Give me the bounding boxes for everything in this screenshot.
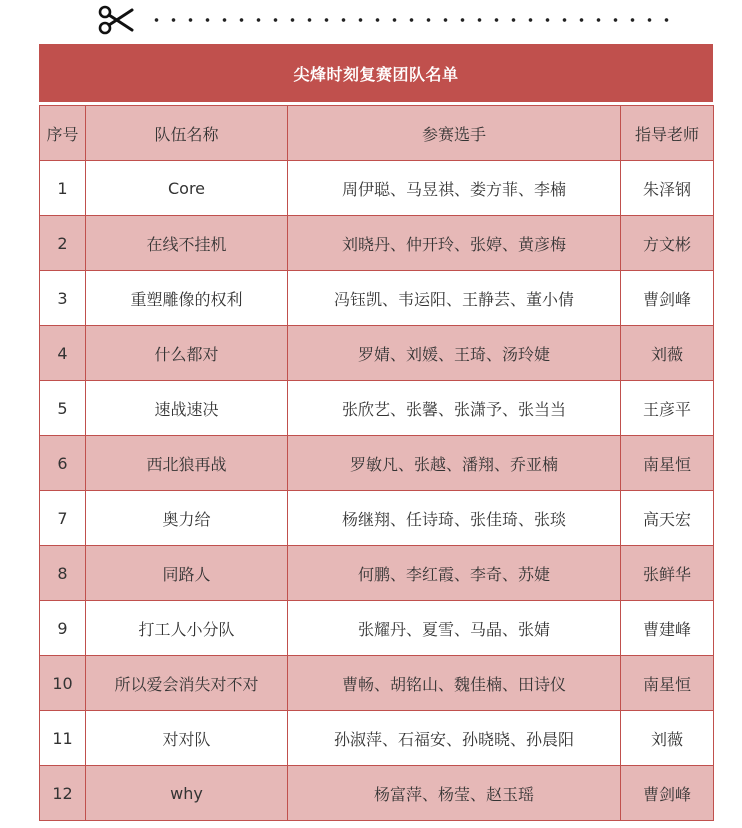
cell-team: 奥力给 <box>86 491 288 546</box>
table-row <box>40 381 714 436</box>
cell-members: 孙淑萍、石福安、孙晓晓、孙晨阳 <box>288 711 621 766</box>
table-row <box>40 436 714 491</box>
cell-team: 什么都对 <box>86 326 288 381</box>
cell-no: 11 <box>40 711 86 766</box>
cell-team: 打工人小分队 <box>86 601 288 656</box>
roster-title-bar <box>39 44 713 105</box>
cell-no: 7 <box>40 491 86 546</box>
cell-advisor: 朱泽钢 <box>621 161 714 216</box>
table-row <box>40 216 714 271</box>
cell-team: 西北狼再战 <box>86 436 288 491</box>
cell-team: 同路人 <box>86 546 288 601</box>
cell-members: 杨富萍、杨莹、赵玉瑶 <box>288 766 621 821</box>
cell-no: 5 <box>40 381 86 436</box>
cell-team: 所以爱会消失对不对 <box>86 656 288 711</box>
cell-advisor: 高天宏 <box>621 491 714 546</box>
cell-advisor: 南星恒 <box>621 436 714 491</box>
cell-no: 10 <box>40 656 86 711</box>
table-row <box>40 711 714 766</box>
cell-advisor: 刘薇 <box>621 711 714 766</box>
cell-members: 张欣艺、张馨、张潇予、张当当 <box>288 381 621 436</box>
cell-advisor: 南星恒 <box>621 656 714 711</box>
cell-no: 12 <box>40 766 86 821</box>
roster-title: 尖烽时刻复赛团队名单 <box>293 64 459 84</box>
table-row <box>40 161 714 216</box>
cell-team: Core <box>86 161 288 216</box>
header-team: 队伍名称 <box>86 106 288 161</box>
cell-advisor: 方文彬 <box>621 216 714 271</box>
cell-members: 周伊聪、马昱祺、娄方菲、李楠 <box>288 161 621 216</box>
cell-no: 2 <box>40 216 86 271</box>
cell-advisor: 曹剑峰 <box>621 766 714 821</box>
header-advisor: 指导老师 <box>621 106 714 161</box>
cell-members: 曹畅、胡铭山、魏佳楠、田诗仪 <box>288 656 621 711</box>
table-row <box>40 546 714 601</box>
cell-team: 在线不挂机 <box>86 216 288 271</box>
cell-advisor: 曹建峰 <box>621 601 714 656</box>
table-row <box>40 271 714 326</box>
cell-team: 对对队 <box>86 711 288 766</box>
cell-members: 何鹏、李红霞、李奇、苏婕 <box>288 546 621 601</box>
cell-members: 罗婧、刘媛、王琦、汤玲婕 <box>288 326 621 381</box>
cut-line <box>98 2 678 38</box>
cell-no: 6 <box>40 436 86 491</box>
table-row <box>40 656 714 711</box>
scissors-icon <box>98 5 134 35</box>
table-row <box>40 491 714 546</box>
cell-no: 1 <box>40 161 86 216</box>
header-row <box>40 106 714 161</box>
cell-members: 张耀丹、夏雪、马晶、张婧 <box>288 601 621 656</box>
roster-body <box>40 161 714 821</box>
cell-members: 刘晓丹、仲开玲、张婷、黄彦梅 <box>288 216 621 271</box>
cell-advisor: 曹剑峰 <box>621 271 714 326</box>
header-no: 序号 <box>40 106 86 161</box>
table-row <box>40 601 714 656</box>
cell-team: 速战速决 <box>86 381 288 436</box>
cell-no: 9 <box>40 601 86 656</box>
cell-members: 罗敏凡、张越、潘翔、乔亚楠 <box>288 436 621 491</box>
cell-no: 8 <box>40 546 86 601</box>
cell-advisor: 张鲜华 <box>621 546 714 601</box>
cell-no: 4 <box>40 326 86 381</box>
cell-team: 重塑雕像的权利 <box>86 271 288 326</box>
cell-team: why <box>86 766 288 821</box>
table-row <box>40 766 714 821</box>
cell-members: 冯钰凯、韦运阳、王静芸、董小倩 <box>288 271 621 326</box>
table-row <box>40 326 714 381</box>
cell-no: 3 <box>40 271 86 326</box>
roster-table <box>39 105 714 821</box>
dotted-cut-line <box>148 18 678 22</box>
team-roster <box>39 44 713 821</box>
cell-advisor: 王彦平 <box>621 381 714 436</box>
cell-advisor: 刘薇 <box>621 326 714 381</box>
cell-members: 杨继翔、任诗琦、张佳琦、张琰 <box>288 491 621 546</box>
header-members: 参赛选手 <box>288 106 621 161</box>
